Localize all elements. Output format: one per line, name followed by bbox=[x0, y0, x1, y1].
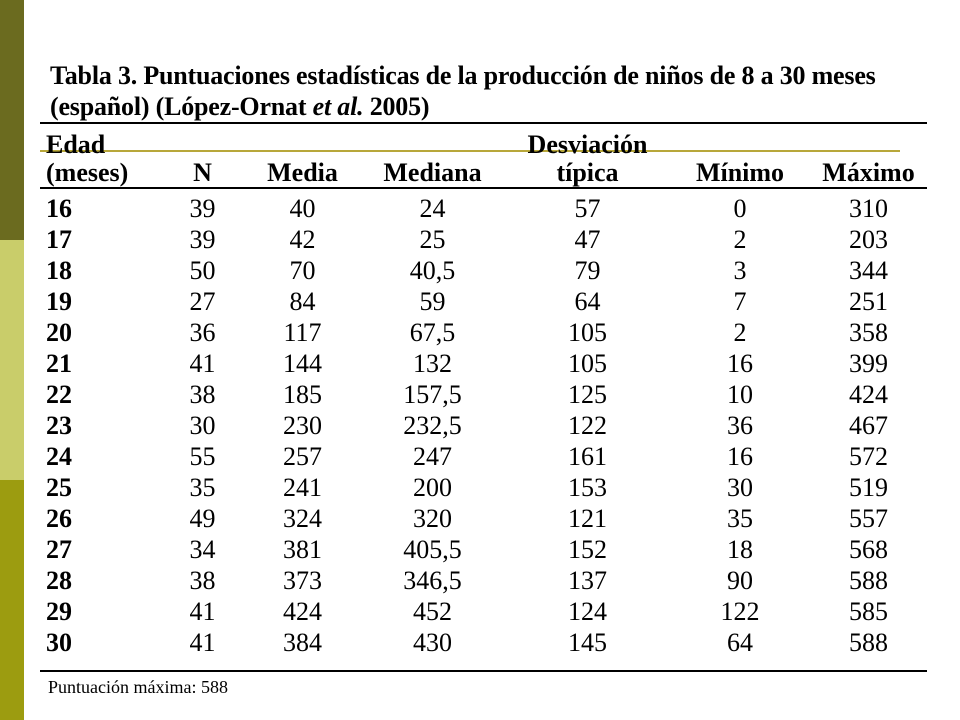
left-bar-segment-top bbox=[0, 0, 24, 240]
table-bottom-rule bbox=[40, 670, 927, 672]
cell-edad: 20 bbox=[46, 318, 72, 347]
cell-mediana: 232,5 bbox=[403, 411, 462, 440]
cell-media: 424 bbox=[283, 597, 322, 626]
cell-media: 117 bbox=[283, 318, 322, 347]
cell-maximo: 572 bbox=[849, 442, 888, 471]
cell-n: 50 bbox=[189, 256, 216, 285]
table-row bbox=[40, 534, 927, 565]
cell-mediana: 157,5 bbox=[403, 380, 462, 409]
cell-maximo: 588 bbox=[849, 628, 888, 657]
cell-minimo: 16 bbox=[727, 349, 753, 378]
cell-mediana: 247 bbox=[413, 442, 452, 471]
table-row bbox=[40, 286, 927, 317]
cell-desviacion: 47 bbox=[574, 225, 601, 254]
header-desviacion-tipica: Desviación típica bbox=[527, 130, 648, 187]
cell-desviacion: 122 bbox=[568, 411, 607, 440]
table-title-line-2 bbox=[50, 91, 930, 122]
cell-edad: 28 bbox=[46, 566, 72, 595]
cell-maximo: 585 bbox=[849, 597, 888, 626]
cell-minimo: 35 bbox=[727, 504, 753, 533]
table-body bbox=[40, 189, 927, 658]
cell-edad: 16 bbox=[46, 194, 72, 223]
cell-mediana: 132 bbox=[413, 349, 452, 378]
cell-media: 373 bbox=[283, 566, 322, 595]
cell-mediana: 405,5 bbox=[403, 535, 462, 564]
cell-media: 42 bbox=[289, 225, 316, 254]
cell-mediana: 25 bbox=[419, 225, 446, 254]
cell-minimo: 90 bbox=[727, 566, 753, 595]
cell-mediana: 430 bbox=[413, 628, 452, 657]
header-media: Media bbox=[267, 158, 338, 187]
cell-media: 84 bbox=[289, 287, 316, 316]
header-maximo: Máximo bbox=[822, 158, 915, 187]
cell-mediana: 67,5 bbox=[409, 318, 456, 347]
cell-maximo: 399 bbox=[849, 349, 888, 378]
cell-n: 49 bbox=[189, 504, 216, 533]
table-row bbox=[40, 317, 927, 348]
table-row bbox=[40, 472, 927, 503]
cell-desviacion: 152 bbox=[568, 535, 607, 564]
cell-mediana: 200 bbox=[413, 473, 452, 502]
cell-maximo: 424 bbox=[849, 380, 888, 409]
cell-n: 41 bbox=[189, 349, 216, 378]
cell-edad: 17 bbox=[46, 225, 72, 254]
table-row bbox=[40, 441, 927, 472]
left-bar-segment-bottom bbox=[0, 480, 24, 720]
table-row bbox=[40, 224, 927, 255]
cell-n: 38 bbox=[189, 566, 216, 595]
cell-n: 27 bbox=[189, 287, 216, 316]
cell-edad: 18 bbox=[46, 256, 72, 285]
cell-media: 241 bbox=[283, 473, 322, 502]
cell-maximo: 557 bbox=[849, 504, 888, 533]
table-title-line-1: Tabla 3. Puntuaciones estadísticas de la producción de niños de 8 a 30 meses bbox=[50, 61, 876, 90]
table-row bbox=[40, 189, 927, 224]
cell-maximo: 519 bbox=[849, 473, 888, 502]
cell-mediana: 40,5 bbox=[409, 256, 456, 285]
cell-media: 230 bbox=[283, 411, 322, 440]
cell-desviacion: 105 bbox=[568, 349, 607, 378]
header-minimo: Mínimo bbox=[695, 158, 785, 187]
cell-mediana: 320 bbox=[413, 504, 452, 533]
cell-edad: 22 bbox=[46, 380, 72, 409]
table-row bbox=[40, 565, 927, 596]
header-bottom-rule bbox=[40, 187, 927, 189]
table-header-row bbox=[40, 124, 927, 189]
table-row bbox=[40, 410, 927, 441]
cell-desviacion: 145 bbox=[568, 628, 607, 657]
table-row bbox=[40, 255, 927, 286]
cell-desviacion: 121 bbox=[568, 504, 607, 533]
cell-minimo: 36 bbox=[727, 411, 753, 440]
cell-desviacion: 125 bbox=[568, 380, 607, 409]
cell-desviacion: 105 bbox=[568, 318, 607, 347]
cell-maximo: 203 bbox=[849, 225, 888, 254]
cell-minimo: 64 bbox=[727, 628, 753, 657]
cell-maximo: 467 bbox=[849, 411, 888, 440]
cell-minimo: 3 bbox=[733, 256, 747, 285]
cell-maximo: 251 bbox=[849, 287, 888, 316]
cell-edad: 24 bbox=[46, 442, 72, 471]
cell-minimo: 30 bbox=[727, 473, 753, 502]
cell-edad: 30 bbox=[46, 628, 72, 657]
table-title bbox=[50, 60, 930, 122]
cell-media: 40 bbox=[289, 194, 316, 223]
cell-maximo: 588 bbox=[849, 566, 888, 595]
cell-n: 39 bbox=[189, 225, 216, 254]
cell-media: 384 bbox=[283, 628, 322, 657]
cell-n: 55 bbox=[189, 442, 216, 471]
cell-desviacion: 153 bbox=[568, 473, 607, 502]
cell-minimo: 0 bbox=[733, 194, 747, 223]
cell-media: 185 bbox=[283, 380, 322, 409]
title-source-etal: et al. bbox=[312, 92, 364, 121]
cell-desviacion: 161 bbox=[568, 442, 607, 471]
table-row bbox=[40, 348, 927, 379]
footnote-max-score: Puntuación máxima: 588 bbox=[48, 677, 228, 697]
cell-minimo: 2 bbox=[733, 225, 747, 254]
left-bar-segment-middle bbox=[0, 240, 24, 480]
cell-edad: 23 bbox=[46, 411, 72, 440]
header-n: N bbox=[193, 158, 212, 187]
cell-mediana: 24 bbox=[419, 194, 446, 223]
header-edad: Edad (meses) bbox=[46, 130, 129, 187]
cell-media: 70 bbox=[289, 256, 316, 285]
cell-edad: 29 bbox=[46, 597, 72, 626]
cell-n: 38 bbox=[189, 380, 216, 409]
cell-minimo: 18 bbox=[727, 535, 753, 564]
cell-n: 39 bbox=[189, 194, 216, 223]
cell-edad: 21 bbox=[46, 349, 72, 378]
cell-media: 257 bbox=[283, 442, 322, 471]
cell-minimo: 10 bbox=[727, 380, 753, 409]
cell-maximo: 568 bbox=[849, 535, 888, 564]
cell-n: 35 bbox=[189, 473, 216, 502]
cell-mediana: 59 bbox=[419, 287, 446, 316]
cell-mediana: 346,5 bbox=[403, 566, 462, 595]
cell-maximo: 310 bbox=[849, 194, 888, 223]
cell-desviacion: 124 bbox=[568, 597, 607, 626]
cell-n: 41 bbox=[189, 628, 216, 657]
table-row bbox=[40, 596, 927, 627]
cell-edad: 27 bbox=[46, 535, 72, 564]
cell-media: 324 bbox=[283, 504, 322, 533]
title-source-year: 2005) bbox=[363, 92, 430, 121]
cell-desviacion: 57 bbox=[574, 194, 601, 223]
left-decorative-bar bbox=[0, 0, 24, 720]
cell-edad: 25 bbox=[46, 473, 72, 502]
table-row bbox=[40, 627, 927, 658]
cell-maximo: 344 bbox=[849, 256, 888, 285]
cell-maximo: 358 bbox=[849, 318, 888, 347]
cell-n: 41 bbox=[189, 597, 216, 626]
cell-desviacion: 64 bbox=[574, 287, 601, 316]
cell-minimo: 16 bbox=[727, 442, 753, 471]
table-row bbox=[40, 379, 927, 410]
table-row bbox=[40, 503, 927, 534]
statistics-table bbox=[40, 124, 927, 658]
cell-minimo: 2 bbox=[733, 318, 747, 347]
header-mediana: Mediana bbox=[383, 158, 482, 187]
cell-desviacion: 137 bbox=[568, 566, 607, 595]
cell-media: 144 bbox=[283, 349, 322, 378]
cell-edad: 19 bbox=[46, 287, 72, 316]
cell-minimo: 7 bbox=[733, 287, 747, 316]
cell-media: 381 bbox=[283, 535, 322, 564]
cell-minimo: 122 bbox=[720, 597, 760, 626]
cell-n: 36 bbox=[189, 318, 216, 347]
cell-desviacion: 79 bbox=[574, 256, 601, 285]
title-source-prefix: (español) (López-Ornat bbox=[50, 92, 313, 121]
cell-edad: 26 bbox=[46, 504, 72, 533]
cell-n: 30 bbox=[189, 411, 216, 440]
cell-n: 34 bbox=[189, 535, 216, 564]
cell-mediana: 452 bbox=[413, 597, 452, 626]
